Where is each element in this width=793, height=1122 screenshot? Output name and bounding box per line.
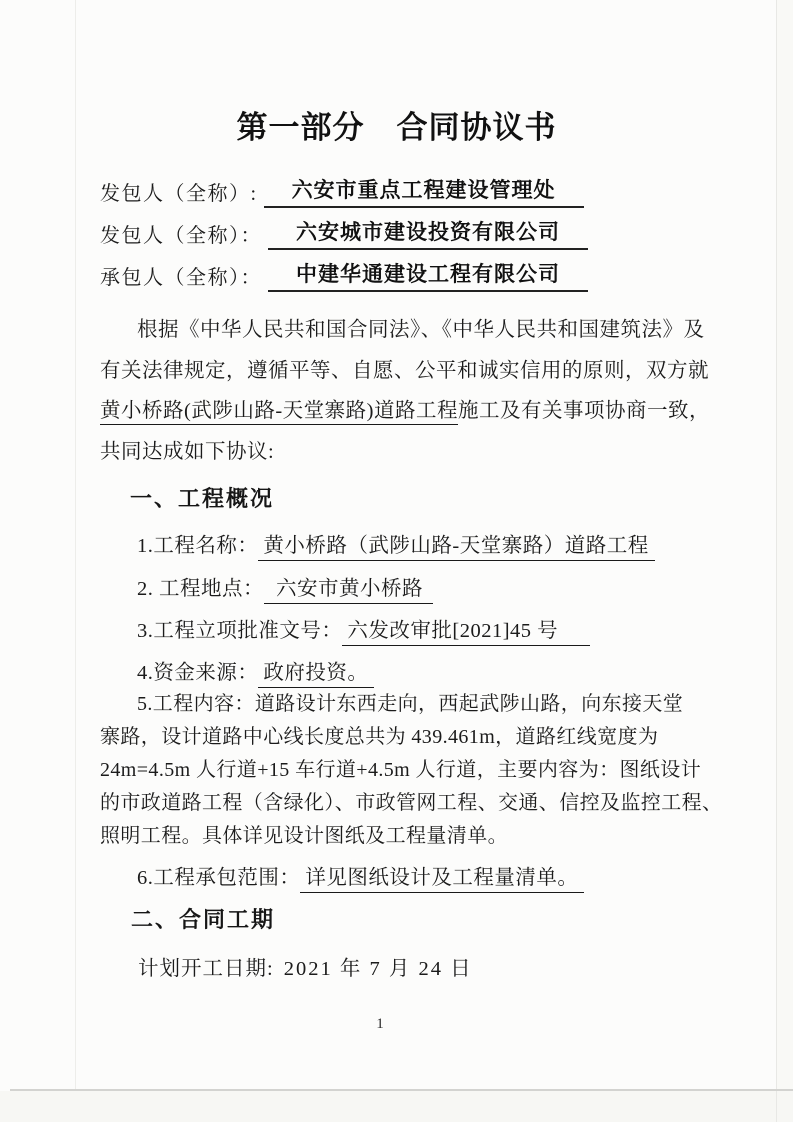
preamble-line: 共同达成如下协议:	[100, 440, 275, 463]
party-label: 发包人（全称）:	[100, 183, 258, 205]
party-label: 发包人（全称）：	[100, 225, 262, 247]
page-title: 第一部分 合同协议书	[236, 110, 557, 145]
preamble-line	[100, 391, 720, 432]
item-label: 1.工程名称：	[137, 535, 259, 557]
item-label: 6.工程承包范围：	[137, 867, 301, 889]
preamble-line: 根据《中华人民共和国合同法》、《中华人民共和国建筑法》及	[137, 319, 705, 341]
section-overview-heading: 一、工程概况	[130, 486, 275, 511]
item-value-underlined: 政府投资。	[258, 662, 374, 688]
party-row-employer-2	[100, 220, 588, 250]
scan-margin-bottom	[0, 1091, 793, 1122]
item-approval-number	[137, 613, 590, 643]
content-line: 照明工程。具体详见设计图纸及工程量清单。	[100, 825, 508, 847]
preamble-paragraph	[100, 310, 720, 472]
item-project-location	[137, 571, 433, 601]
content-line: 寨路，设计道路中心线长度总共为 439.461m，道路红线宽度为	[100, 726, 659, 748]
item-project-name	[137, 528, 655, 558]
party-row-employer-1	[100, 178, 584, 208]
item-value-underlined: 黄小桥路（武陟山路-天堂寨路）道路工程	[258, 535, 654, 561]
item-label: 4.资金来源：	[137, 662, 259, 684]
preamble-line: 有关法律规定，遵循平等、自愿、公平和诚实信用的原则，双方就	[100, 359, 709, 382]
preamble-line-rest: 施工及有关事项协商一致，	[457, 400, 710, 422]
party-value-underlined: 六安市重点工程建设管理处	[264, 174, 584, 208]
party-value-underlined: 中建华通建设工程有限公司	[268, 258, 588, 292]
party-row-contractor	[100, 262, 588, 292]
page-edge-bottom-line	[10, 1089, 793, 1091]
item-value-underlined: 详见图纸设计及工程量清单。	[300, 867, 584, 893]
page-number: 1	[376, 1016, 384, 1032]
section-duration-heading: 二、合同工期	[131, 907, 276, 932]
item-funding-source	[137, 655, 374, 685]
project-name-underlined: 黄小桥路(武陟山路-天堂寨路)道路工程	[100, 400, 458, 425]
party-value-underlined: 六安城市建设投资有限公司	[268, 216, 588, 250]
content-line: 的市政道路工程（含绿化）、市政管网工程、交通、信控及监控工程、	[100, 792, 723, 814]
content-line: 5.工程内容：道路设计东西走向，西起武陟山路，向东接天堂	[137, 693, 684, 715]
item-value-underlined: 六安市黄小桥路	[264, 578, 433, 604]
item-value-underlined: 六发改审批[2021]45 号	[342, 620, 590, 646]
item-project-content-paragraph	[100, 688, 740, 853]
start-date-label: 计划开工日期:	[138, 958, 274, 980]
scan-margin-right	[777, 0, 793, 1122]
item-label: 3.工程立项批准文号：	[137, 620, 343, 642]
party-label: 承包人（全称）：	[100, 267, 262, 289]
page-edge-right-line	[776, 0, 777, 1122]
item-contract-scope	[137, 860, 584, 890]
planned-start-date	[138, 951, 473, 981]
page-edge-left-line	[75, 0, 76, 1090]
start-date-value: 2021 年 7 月 24 日	[283, 958, 473, 980]
item-label: 2. 工程地点：	[137, 578, 264, 600]
content-line: 24m=4.5m 人行道+15 车行道+4.5m 人行道，主要内容为：图纸设计	[100, 759, 702, 781]
